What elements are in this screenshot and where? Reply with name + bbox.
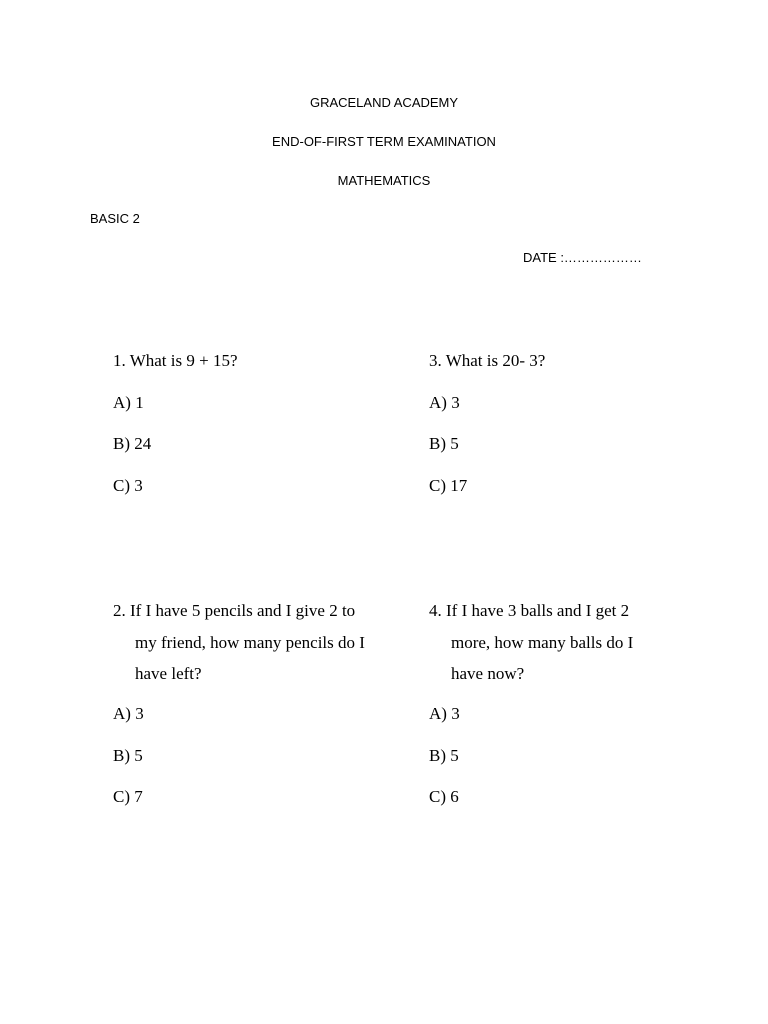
option-letter: A) bbox=[429, 704, 447, 723]
question-text: What is 9 + 15? bbox=[129, 351, 238, 370]
option-letter: A) bbox=[113, 393, 131, 412]
option-text: 6 bbox=[450, 787, 459, 806]
question-1 bbox=[113, 351, 403, 495]
option-c bbox=[429, 787, 459, 807]
option-a bbox=[113, 393, 144, 413]
option-a bbox=[429, 393, 460, 413]
exam-title: END-OF-FIRST TERM EXAMINATION bbox=[272, 134, 496, 149]
option-text: 24 bbox=[134, 434, 152, 453]
school-name: GRACELAND ACADEMY bbox=[309, 95, 459, 110]
option-b bbox=[429, 746, 459, 766]
option-letter: A) bbox=[429, 393, 447, 412]
date-field: DATE :……………… bbox=[523, 250, 642, 265]
question-4 bbox=[429, 595, 647, 806]
question-text: If I have 5 pencils and I give 2 to my friend, how many pencils do I have left? bbox=[130, 601, 365, 683]
option-b bbox=[429, 434, 459, 454]
option-a bbox=[429, 704, 460, 724]
option-letter: C) bbox=[429, 787, 446, 806]
option-letter: B) bbox=[113, 434, 130, 453]
option-text: 5 bbox=[134, 746, 143, 765]
question-1-stem bbox=[113, 351, 403, 371]
class-label: BASIC 2 bbox=[90, 211, 140, 226]
option-text: 3 bbox=[135, 704, 144, 723]
option-b bbox=[113, 746, 143, 766]
question-text: If I have 3 balls and I get 2 more, how many balls do I have now? bbox=[446, 601, 634, 683]
option-letter: C) bbox=[113, 476, 130, 495]
option-text: 3 bbox=[134, 476, 143, 495]
option-letter: B) bbox=[113, 746, 130, 765]
question-number: 3. bbox=[429, 351, 442, 370]
subject-title: MATHEMATICS bbox=[337, 173, 431, 188]
option-letter: C) bbox=[429, 476, 446, 495]
option-text: 3 bbox=[451, 704, 460, 723]
question-number: 2. bbox=[113, 601, 126, 620]
question-number: 4. bbox=[429, 601, 442, 620]
question-4-stem bbox=[429, 595, 647, 690]
option-letter: B) bbox=[429, 434, 446, 453]
option-c bbox=[113, 787, 143, 807]
option-letter: C) bbox=[113, 787, 130, 806]
option-text: 7 bbox=[134, 787, 143, 806]
option-text: 17 bbox=[450, 476, 468, 495]
option-text: 3 bbox=[451, 393, 460, 412]
option-text: 5 bbox=[450, 746, 459, 765]
question-text: What is 20- 3? bbox=[445, 351, 546, 370]
option-b bbox=[113, 434, 151, 454]
option-c bbox=[113, 476, 143, 496]
question-2 bbox=[113, 595, 365, 806]
option-letter: A) bbox=[113, 704, 131, 723]
question-number: 1. bbox=[113, 351, 126, 370]
question-3 bbox=[429, 351, 719, 495]
option-text: 5 bbox=[450, 434, 459, 453]
option-c bbox=[429, 476, 467, 496]
option-letter: B) bbox=[429, 746, 446, 765]
option-a bbox=[113, 704, 144, 724]
option-text: 1 bbox=[135, 393, 144, 412]
question-3-stem bbox=[429, 351, 719, 371]
question-2-stem bbox=[113, 595, 365, 690]
